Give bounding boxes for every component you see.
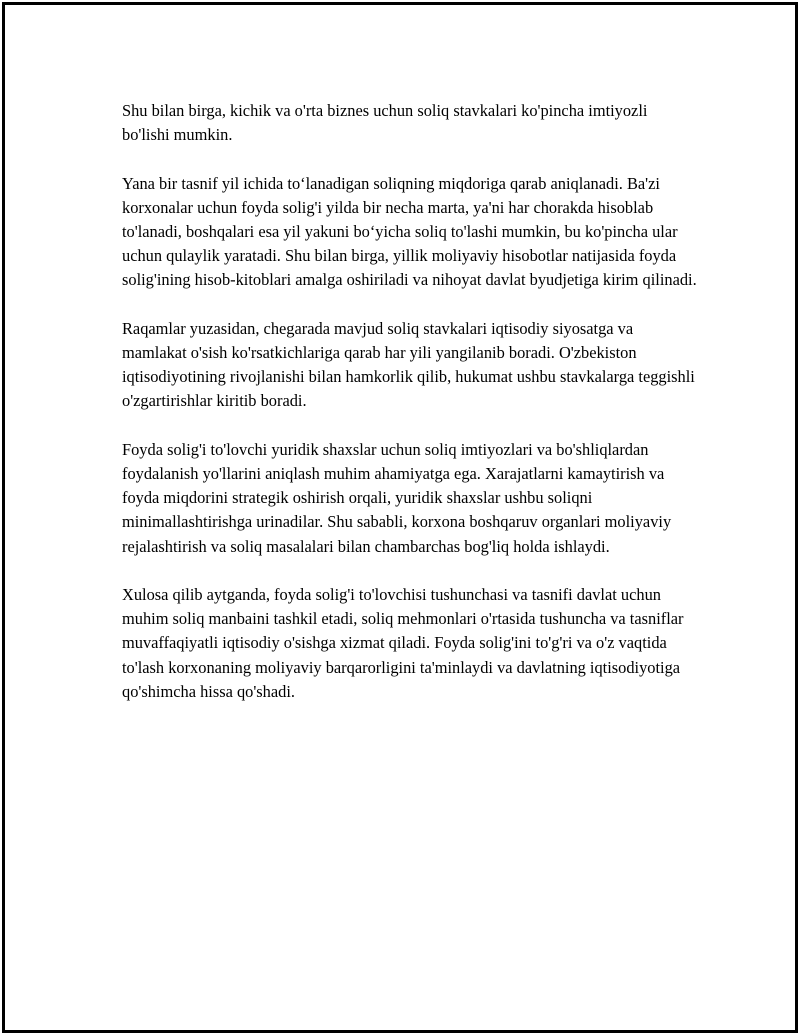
paragraph-1: Shu bilan birga, kichik va o'rta biznes uchun soliq stavkalari ko'pincha imtiyozli bo'lishi mumkin. bbox=[122, 101, 648, 145]
document-body bbox=[122, 99, 697, 728]
paragraph-3: Raqamlar yuzasidan, chegarada mavjud soliq stavkalari iqtisodiy siyosatga va mamlakat o'sish ko'rsatkichlariga qarab har yili yangilanib boradi. O'zbekiston iqtisodiyotining rivojlanishi bilan hamkorlik qilib, hukumat ushbu stavkalarga teggishli o'zgartirishlar kiritib boradi. bbox=[122, 318, 695, 411]
paragraph-2: Yana bir tasnif yil ichida to‘lanadigan soliqning miqdoriga qarab aniqlanadi. Ba'zi korxonalar uchun foyda solig'i yilda bir necha marta, ya'ni har chorakda hisoblab to'lanadi, boshqalari esa yil yakuni bo‘yicha soliq to'lashi mumkin, bu ko'pincha ular uchun qulaylik yaratadi. Shu bilan birga, yillik moliyaviy hisobotlar natijasida foyda solig'ining hisob-kitoblari amalga oshiriladi va nihoyat davlat byudjetiga kirim qilinadi. bbox=[122, 173, 697, 290]
page-frame bbox=[2, 2, 798, 1033]
paragraph-5: Xulosa qilib aytganda, foyda solig'i to'lovchisi tushunchasi va tasnifi davlat uchun muhim soliq manbaini tashkil etadi, soliq mehmonlari o'rtasida tushuncha va tasniflar muvaffaqiyatli iqtisodiy o'sishga xizmat qiladi. Foyda solig'ini to'g'ri va o'z vaqtida to'lash korxonaning moliyaviy barqarorligini ta'minlaydi va davlatning iqtisodiyotiga qo'shimcha hissa qo'shadi. bbox=[122, 585, 684, 701]
paragraph-4: Foyda solig'i to'lovchi yuridik shaxslar uchun soliq imtiyozlari va bo'shliqlardan foydalanish yo'llarini aniqlash muhim ahamiyatga ega. Xarajatlarni kamaytirish va foyda miqdorini strategik oshirish orqali, yuridik shaxslar ushbu soliqni minimallashtirishga urinadilar. Shu sababli, korxona boshqaruv organlari moliyaviy rejalashtirish va soliq masalalari bilan chambarchas bog'liq holda ishlaydi. bbox=[122, 439, 672, 556]
